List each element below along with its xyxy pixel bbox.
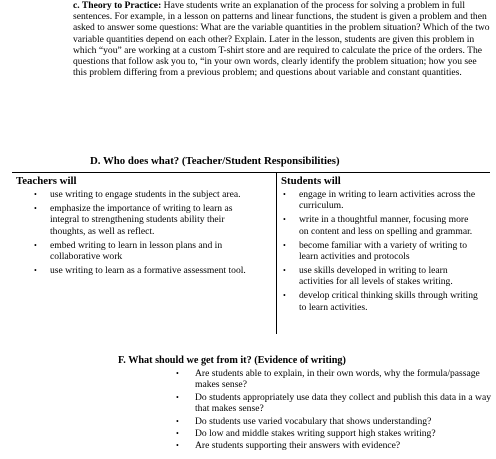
teachers-header: Teachers will [16,175,77,187]
section-c-paragraph [73,0,491,78]
list-item-text: use writing to engage students in the subject area. [50,189,241,200]
list-item [175,392,491,415]
section-c [73,0,491,78]
list-item-text: engage in writing to learn activities across the curriculum. [299,189,476,212]
list-item [277,290,490,313]
bullet-icon: • [176,429,179,439]
section-c-text: Have students write an explanation of the process for solving a problem in full sentences. For example, in a lesson on patterns and linear functions, the student is given a problem and then asked to answer some questions: What are the variable quantities in the problem situation? Which of the two variable quantities depend on each other? Explain. Later in the lesson, students are given this problem in which “you” are working at a custom T-shirt store and are required to calculate the price of the orders. The questions that follow ask you to, “in your own words, clearly identify the problem situation; how you see this problem differing from a previous problem; and questions about variable and constant quantities. [73,0,490,79]
list-item [12,265,276,276]
bullet-icon: • [283,190,286,199]
bullet-icon: • [176,441,179,451]
list-item-text: develop critical thinking skills through writing to learn activities. [299,290,478,313]
list-item-text: Do students use varied vocabulary that shows understanding? [195,415,432,427]
teachers-column [12,173,277,335]
list-item-text: Do low and middle stakes writing support high stakes writing? [195,428,436,440]
list-item-text: Are students supporting their answers with evidence? [195,440,401,452]
bullet-icon: • [176,369,179,378]
bullet-icon: • [34,240,37,250]
list-item-text: use writing to learn as a formative assessment tool. [50,264,246,276]
list-item-text: use skills developed in writing to learn activities for all levels of stakes writing. [299,264,453,288]
bullet-icon: • [283,240,286,250]
list-item [277,214,490,237]
list-item-text: embed writing to learn in lesson plans and in collaborative work [50,239,223,263]
evidence-list [175,368,491,453]
bullet-icon: • [34,265,37,275]
list-item [12,240,276,263]
students-list [277,189,490,313]
list-item [175,416,491,427]
list-item-text: become familiar with a variety of writing to learn activities and protocols [299,239,468,263]
list-item [277,189,490,212]
bullet-icon: • [176,392,179,402]
bullet-icon: • [283,215,286,225]
section-d-heading: D. Who does what? (Teacher/Student Responsibilities) [90,155,340,167]
list-item [175,428,491,439]
students-column [277,173,491,335]
list-item [12,189,276,200]
list-item-text: Do students appropriately use data they collect and publish this data in a way that makes sense? [195,391,491,415]
bullet-icon: • [34,203,37,213]
list-item [277,265,490,288]
section-c-label: c. Theory to Practice: [73,0,162,11]
list-item-text: write in a thoughtful manner, focusing more on content and less on spelling and grammar. [299,214,473,237]
bullet-icon: • [283,291,286,301]
list-item [175,440,491,451]
list-item-text: Are students able to explain, in their own words, why the formula/passage makes sense? [195,368,480,391]
list-item [175,368,491,391]
responsibilities-table [12,172,490,334]
bullet-icon: • [176,416,179,426]
section-f-heading: F. What should we get from it? (Evidence of writing) [118,355,346,366]
students-header: Students will [281,175,341,187]
bullet-icon: • [34,190,37,199]
list-item [12,203,276,237]
bullet-icon: • [283,265,286,275]
list-item [277,240,490,263]
teachers-list [12,189,276,276]
list-item-text: emphasize the importance of writing to learn as integral to strengthening students ability their thoughts, as well as reflect. [50,202,233,237]
